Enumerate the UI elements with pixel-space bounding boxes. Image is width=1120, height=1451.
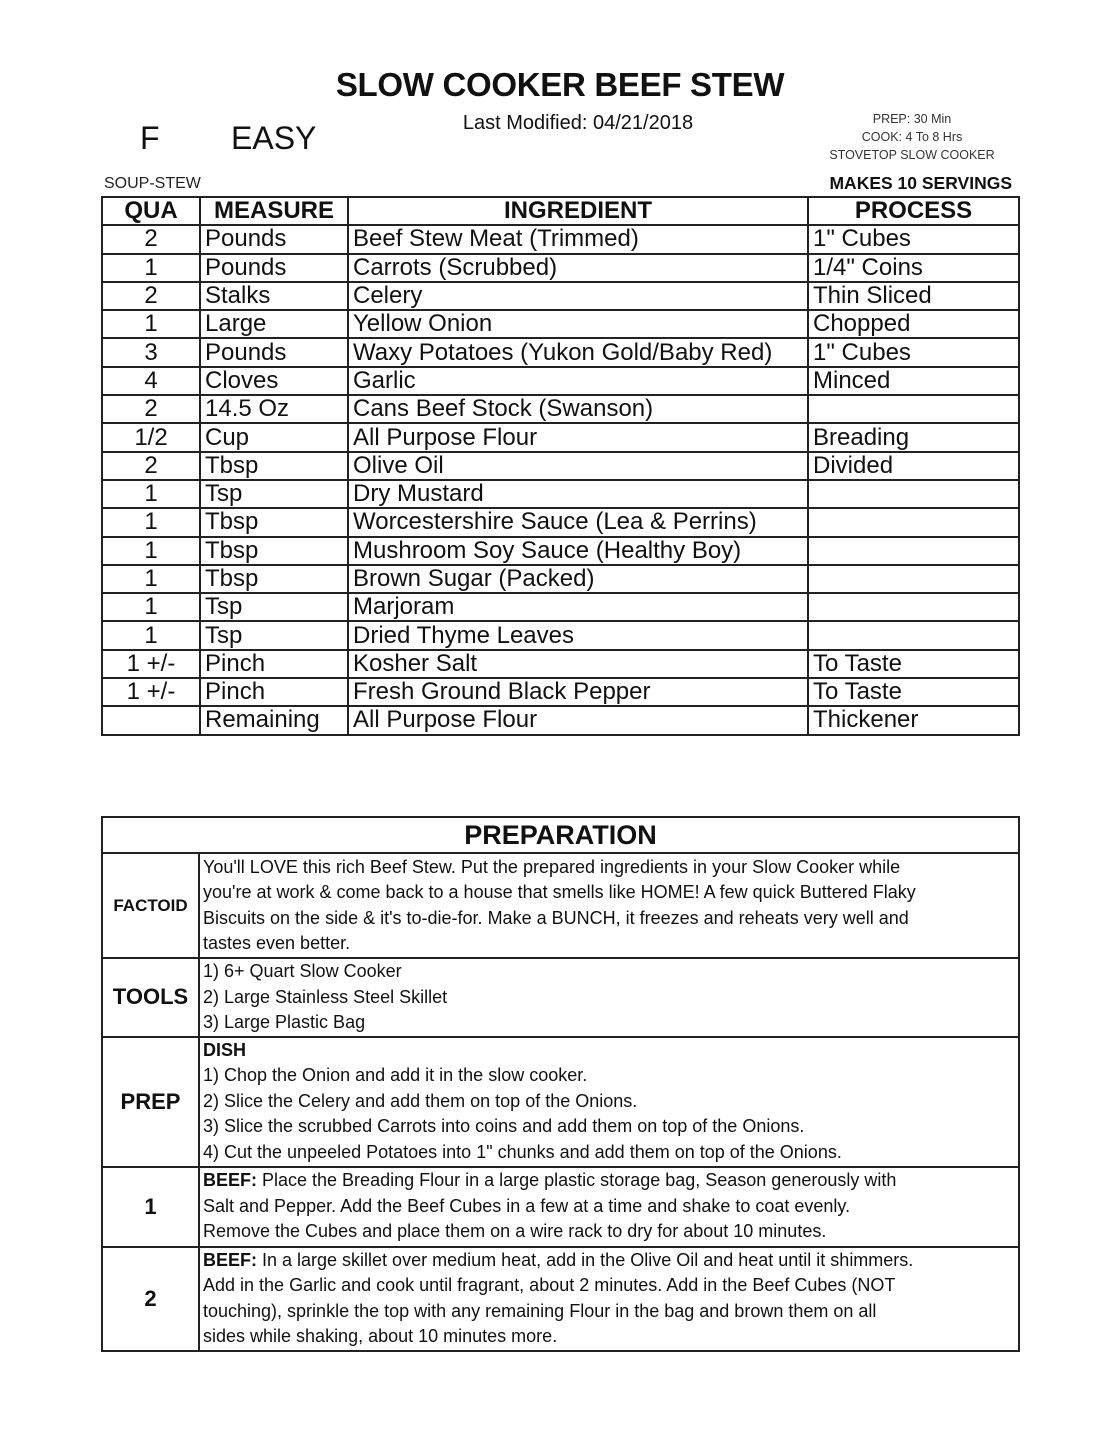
factoid-row bbox=[102, 853, 1019, 958]
prep-step: 4) Cut the unpeeled Potatoes into 1" chunks and add them on top of the Onions. bbox=[203, 1141, 842, 1162]
ingredient-row bbox=[102, 706, 1019, 734]
ingredient-process: Thickener bbox=[808, 706, 1019, 734]
text-line: Remove the Cubes and place them on a wire rack to dry for about 10 minutes. bbox=[203, 1221, 827, 1242]
column-header-qua: QUA bbox=[102, 197, 200, 225]
ingredient-row bbox=[102, 310, 1019, 338]
ingredient-name: Marjoram bbox=[348, 593, 808, 621]
ingredient-quantity bbox=[102, 706, 200, 734]
tools-row bbox=[102, 958, 1019, 1037]
ingredient-name: Beef Stew Meat (Trimmed) bbox=[348, 225, 808, 253]
column-header-process: PROCESS bbox=[808, 197, 1019, 225]
ingredient-row bbox=[102, 282, 1019, 310]
ingredient-process: Chopped bbox=[808, 310, 1019, 338]
ingredient-measure: 14.5 Oz bbox=[200, 395, 348, 423]
last-modified: Last Modified: 04/21/2018 bbox=[462, 112, 694, 134]
ingredient-name: Waxy Potatoes (Yukon Gold/Baby Red) bbox=[348, 338, 808, 366]
prep-time: PREP: 30 Min bbox=[872, 112, 952, 126]
step-lead: BEEF: bbox=[203, 1170, 257, 1191]
prep-step: 3) Slice the scrubbed Carrots into coins and add them on top of the Onions. bbox=[203, 1116, 805, 1137]
ingredient-process bbox=[808, 395, 1019, 423]
ingredient-measure: Remaining bbox=[200, 706, 348, 734]
text-line: Add in the Garlic and cook until fragrant, about 2 minutes. Add in the Beef Cubes (NOT bbox=[203, 1275, 896, 1295]
ingredient-process bbox=[808, 565, 1019, 593]
ingredient-quantity: 1 bbox=[102, 565, 200, 593]
ingredient-name: All Purpose Flour bbox=[348, 706, 808, 734]
ingredient-measure: Tsp bbox=[200, 480, 348, 508]
ingredient-quantity: 2 bbox=[102, 395, 200, 423]
tools-list bbox=[199, 958, 1019, 1037]
ingredients-header-row bbox=[102, 197, 1019, 225]
ingredient-measure: Tbsp bbox=[200, 537, 348, 565]
prep-step: 2) Slice the Celery and add them on top of the Onions. bbox=[203, 1090, 638, 1111]
text-line: Place the Breading Flour in a large plastic storage bag, Season generously with bbox=[257, 1170, 897, 1191]
ingredient-process bbox=[808, 537, 1019, 565]
ingredient-row bbox=[102, 423, 1019, 451]
ingredient-quantity: 1/2 bbox=[102, 423, 200, 451]
column-header-measure: MEASURE bbox=[200, 197, 348, 225]
ingredient-process: 1" Cubes bbox=[808, 225, 1019, 253]
ingredient-quantity: 1 bbox=[102, 310, 200, 338]
ingredient-name: Dried Thyme Leaves bbox=[348, 621, 808, 649]
ingredient-process bbox=[808, 480, 1019, 508]
prep-heading: DISH bbox=[203, 1039, 247, 1060]
ingredient-row bbox=[102, 621, 1019, 649]
ingredients-table bbox=[101, 196, 1020, 736]
ingredient-measure: Tsp bbox=[200, 593, 348, 621]
ingredient-name: Cans Beef Stock (Swanson) bbox=[348, 395, 808, 423]
ingredient-name: Dry Mustard bbox=[348, 480, 808, 508]
ingredient-name: Yellow Onion bbox=[348, 310, 808, 338]
ingredient-process: Minced bbox=[808, 367, 1019, 395]
prep-label: PREP bbox=[102, 1037, 199, 1167]
cook-time: COOK: 4 To 8 Hrs bbox=[861, 130, 963, 144]
ingredient-quantity: 1 +/- bbox=[102, 650, 200, 678]
step-row bbox=[102, 1167, 1019, 1247]
ingredient-measure: Pounds bbox=[200, 254, 348, 282]
column-header-ingredient: INGREDIENT bbox=[348, 197, 808, 225]
ingredient-row bbox=[102, 395, 1019, 423]
text-line: You'll LOVE this rich Beef Stew. Put the prepared ingredients in your Slow Cooker while bbox=[203, 856, 901, 877]
ingredient-process: To Taste bbox=[808, 650, 1019, 678]
text-line: tastes even better. bbox=[203, 933, 351, 953]
ingredient-row bbox=[102, 565, 1019, 593]
ingredient-quantity: 2 bbox=[102, 225, 200, 253]
step-row bbox=[102, 1247, 1019, 1351]
ingredient-process: 1/4" Coins bbox=[808, 254, 1019, 282]
text-line: Biscuits on the side & it's to-die-for. Make a BUNCH, it freezes and reheats very well and bbox=[203, 907, 909, 928]
tools-label: TOOLS bbox=[102, 958, 199, 1037]
ingredient-quantity: 1 bbox=[102, 593, 200, 621]
ingredient-quantity: 4 bbox=[102, 367, 200, 395]
ingredient-measure: Tsp bbox=[200, 621, 348, 649]
ingredient-quantity: 1 bbox=[102, 254, 200, 282]
ingredient-quantity: 3 bbox=[102, 338, 200, 366]
ingredient-quantity: 2 bbox=[102, 452, 200, 480]
ingredient-name: Carrots (Scrubbed) bbox=[348, 254, 808, 282]
ingredient-name: Worcestershire Sauce (Lea & Perrins) bbox=[348, 508, 808, 536]
time-info bbox=[812, 110, 1012, 164]
ingredient-process: Divided bbox=[808, 452, 1019, 480]
recipe-flag: F bbox=[140, 120, 160, 156]
ingredient-name: Brown Sugar (Packed) bbox=[348, 565, 808, 593]
step-text bbox=[199, 1247, 1019, 1351]
cooking-method: STOVETOP SLOW COOKER bbox=[829, 148, 995, 162]
ingredient-process bbox=[808, 593, 1019, 621]
ingredient-name: Olive Oil bbox=[348, 452, 808, 480]
difficulty-label: EASY bbox=[231, 120, 317, 156]
text-line: you're at work & come back to a house that smells like HOME! A few quick Buttered Flaky bbox=[203, 882, 916, 902]
ingredient-row bbox=[102, 452, 1019, 480]
ingredient-measure: Pinch bbox=[200, 650, 348, 678]
ingredient-row bbox=[102, 480, 1019, 508]
preparation-title: PREPARATION bbox=[102, 817, 1019, 853]
ingredient-measure: Cloves bbox=[200, 367, 348, 395]
ingredient-measure: Pounds bbox=[200, 225, 348, 253]
ingredient-row bbox=[102, 678, 1019, 706]
ingredient-name: Kosher Salt bbox=[348, 650, 808, 678]
ingredient-name: Celery bbox=[348, 282, 808, 310]
step-text bbox=[199, 1167, 1019, 1247]
ingredient-process: 1" Cubes bbox=[808, 338, 1019, 366]
ingredient-measure: Tbsp bbox=[200, 452, 348, 480]
text-line: touching), sprinkle the top with any remaining Flour in the bag and brown them on all bbox=[203, 1300, 877, 1321]
ingredient-row bbox=[102, 254, 1019, 282]
ingredient-quantity: 1 bbox=[102, 508, 200, 536]
ingredient-name: Mushroom Soy Sauce (Healthy Boy) bbox=[348, 537, 808, 565]
ingredient-name: Fresh Ground Black Pepper bbox=[348, 678, 808, 706]
ingredient-measure: Large bbox=[200, 310, 348, 338]
factoid-label: FACTOID bbox=[102, 853, 199, 958]
step-number: 2 bbox=[102, 1247, 199, 1351]
ingredient-quantity: 1 bbox=[102, 537, 200, 565]
ingredient-measure: Pounds bbox=[200, 338, 348, 366]
ingredient-row bbox=[102, 593, 1019, 621]
ingredient-name: Garlic bbox=[348, 367, 808, 395]
factoid-text bbox=[199, 853, 1019, 958]
prep-step: 1) Chop the Onion and add it in the slow cooker. bbox=[203, 1065, 588, 1086]
recipe-title: SLOW COOKER BEEF STEW bbox=[335, 66, 785, 103]
ingredient-measure: Tbsp bbox=[200, 508, 348, 536]
preparation-table bbox=[101, 816, 1020, 1352]
tool-item: 2) Large Stainless Steel Skillet bbox=[203, 986, 448, 1007]
ingredient-row bbox=[102, 225, 1019, 253]
servings-label: MAKES 10 SERVINGS bbox=[829, 173, 1012, 193]
ingredient-measure: Pinch bbox=[200, 678, 348, 706]
ingredient-measure: Stalks bbox=[200, 282, 348, 310]
ingredient-row bbox=[102, 367, 1019, 395]
ingredient-process: Thin Sliced bbox=[808, 282, 1019, 310]
ingredient-quantity: 2 bbox=[102, 282, 200, 310]
step-lead: BEEF: bbox=[203, 1249, 257, 1270]
ingredient-process: Breading bbox=[808, 423, 1019, 451]
tool-item: 1) 6+ Quart Slow Cooker bbox=[203, 961, 402, 981]
ingredient-row bbox=[102, 508, 1019, 536]
text-line: sides while shaking, about 10 minutes more. bbox=[203, 1326, 558, 1346]
ingredient-row bbox=[102, 338, 1019, 366]
prep-steps bbox=[199, 1037, 1019, 1167]
text-line: Salt and Pepper. Add the Beef Cubes in a few at a time and shake to coat evenly. bbox=[203, 1195, 851, 1216]
ingredient-process bbox=[808, 508, 1019, 536]
ingredient-process: To Taste bbox=[808, 678, 1019, 706]
text-line: In a large skillet over medium heat, add in the Olive Oil and heat until it shimmers. bbox=[257, 1249, 914, 1270]
ingredient-process bbox=[808, 621, 1019, 649]
ingredient-row bbox=[102, 537, 1019, 565]
ingredient-measure: Tbsp bbox=[200, 565, 348, 593]
ingredient-measure: Cup bbox=[200, 423, 348, 451]
ingredient-quantity: 1 +/- bbox=[102, 678, 200, 706]
step-number: 1 bbox=[102, 1167, 199, 1247]
ingredient-quantity: 1 bbox=[102, 621, 200, 649]
tool-item: 3) Large Plastic Bag bbox=[203, 1012, 366, 1032]
ingredient-quantity: 1 bbox=[102, 480, 200, 508]
ingredient-name: All Purpose Flour bbox=[348, 423, 808, 451]
recipe-category: SOUP-STEW bbox=[104, 175, 201, 192]
prep-row bbox=[102, 1037, 1019, 1167]
ingredient-row bbox=[102, 650, 1019, 678]
